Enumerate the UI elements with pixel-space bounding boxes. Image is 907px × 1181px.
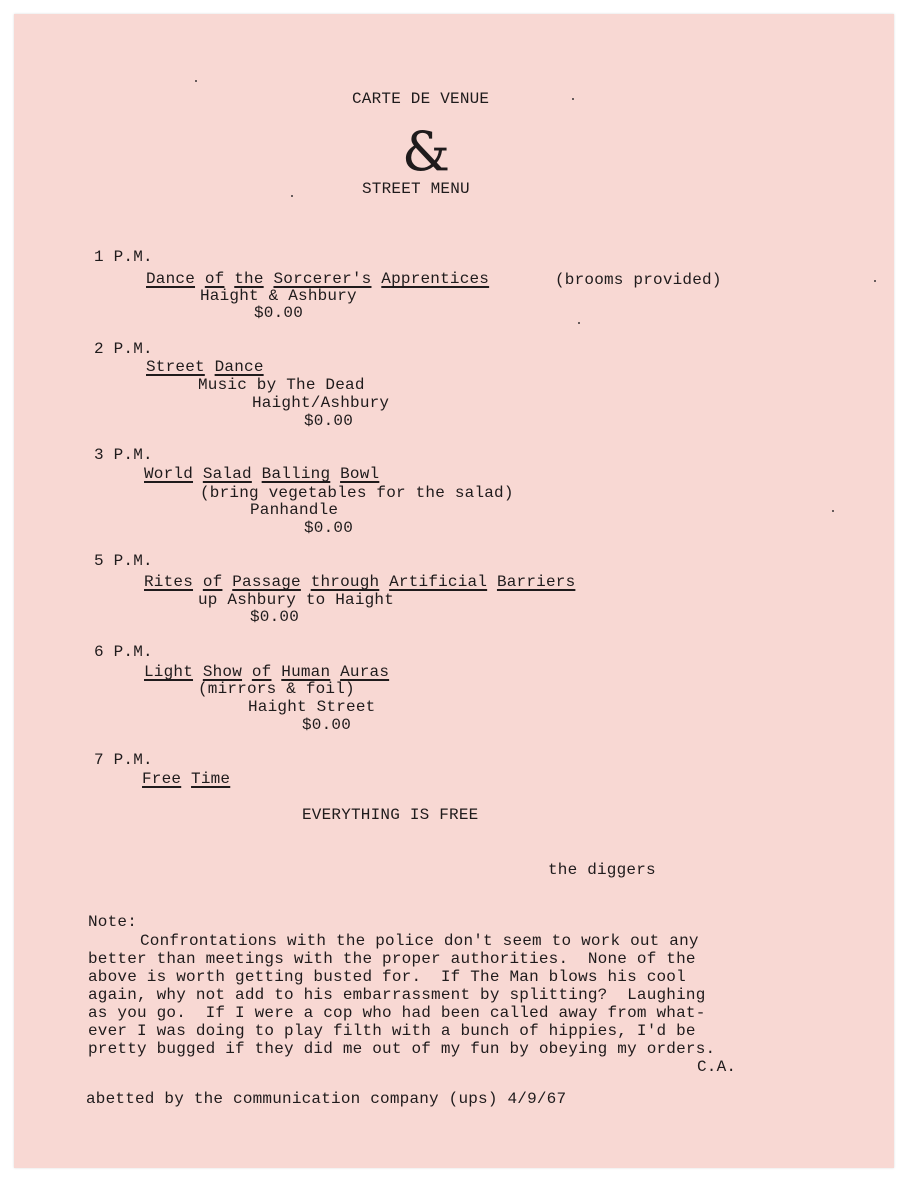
note-label: Note:: [88, 913, 138, 931]
note-initials: C.A.: [697, 1058, 737, 1076]
header-title: CARTE DE VENUE: [352, 90, 490, 108]
slogan: EVERYTHING IS FREE: [302, 806, 479, 824]
event-price: $0.00: [302, 716, 352, 734]
event-detail: (mirrors & foil): [198, 680, 355, 698]
note-line: better than meetings with the proper authorities. None of the: [88, 950, 696, 968]
ink-speck: [832, 510, 834, 512]
event-price: $0.00: [304, 519, 354, 537]
ink-speck: [291, 195, 293, 197]
menu-sheet: [14, 14, 894, 1168]
ink-speck: [195, 80, 197, 82]
event-title: Street Dance: [146, 358, 264, 376]
event-title: Free Time: [142, 770, 231, 788]
note-line: pretty bugged if they did me out of my fun by obeying my orders.: [88, 1040, 716, 1058]
event-time: 3 P.M.: [94, 446, 153, 464]
event-location: Haight Street: [248, 698, 376, 716]
event-detail: Music by The Dead: [198, 376, 365, 394]
event-time: 2 P.M.: [94, 340, 153, 358]
event-price: $0.00: [250, 608, 300, 626]
note-line: again, why not add to his embarrassment by splitting? Laughing: [88, 986, 706, 1004]
event-location: Haight & Ashbury: [200, 287, 357, 305]
event-title: Light Show of Human Auras: [144, 663, 390, 681]
event-location: Haight/Ashbury: [252, 394, 390, 412]
event-location: up Ashbury to Haight: [198, 591, 395, 609]
header-subtitle: STREET MENU: [362, 180, 470, 198]
event-time: 5 P.M.: [94, 552, 153, 570]
event-price: $0.00: [254, 304, 304, 322]
ink-speck: [578, 322, 580, 324]
event-time: 6 P.M.: [94, 643, 153, 661]
event-price: $0.00: [304, 412, 354, 430]
event-time: 1 P.M.: [94, 248, 153, 266]
note-line: as you go. If I were a cop who had been called away from what-: [88, 1004, 706, 1022]
event-time: 7 P.M.: [94, 751, 153, 769]
ampersand: &: [402, 120, 451, 183]
event-title: Dance of the Sorcerer's Apprentices: [146, 270, 490, 288]
note-line: Confrontations with the police don't seem to work out any: [140, 932, 699, 950]
note-line: ever I was doing to play filth with a bunch of hippies, I'd be: [88, 1022, 696, 1040]
event-detail: (bring vegetables for the salad): [200, 484, 514, 502]
note-line: above is worth getting busted for. If The Man blows his cool: [88, 968, 686, 986]
event-location: Panhandle: [250, 501, 339, 519]
footer-credit: abetted by the communication company (ups) 4/9/67: [86, 1090, 567, 1108]
event-aside: (brooms provided): [555, 271, 722, 289]
event-title: Rites of Passage through Artificial Barriers: [144, 573, 576, 591]
event-title: World Salad Balling Bowl: [144, 465, 380, 483]
signature: the diggers: [548, 861, 656, 879]
ink-speck: [572, 98, 574, 100]
ink-speck: [874, 280, 876, 282]
